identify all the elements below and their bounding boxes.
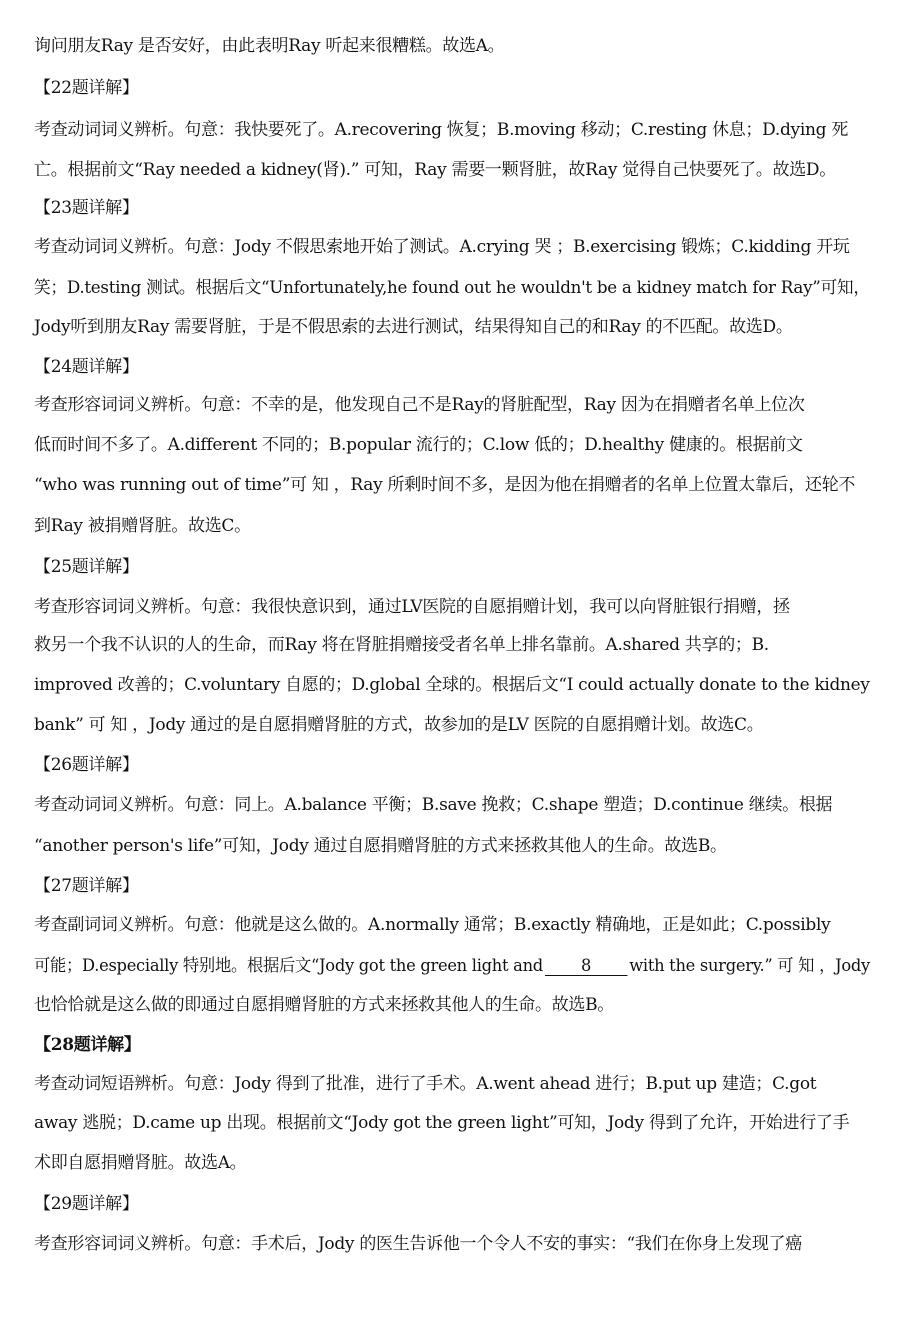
text-line: 也恰恰就是这么做的即通过自愿捐赠肾脏的方式来拯救其他人的生命。故选B。	[34, 995, 614, 1015]
text-line	[34, 954, 870, 978]
text-line: 考查形容词词义辨析。句意：手术后，Jody 的医生告诉他一个令人不安的事实：“我们在你身上发现了癌	[34, 1234, 802, 1254]
text-line: 低而时间不多了。A.different 不同的；B.popular 流行的；C.low 低的；D.healthy 健康的。根据前文	[34, 435, 803, 455]
section-heading-27: 【27题详解】	[34, 876, 139, 896]
text-line: 考查动词短语辨析。句意：Jody 得到了批准，进行了手术。A.went ahead 进行；B.put up 建造；C.got	[34, 1074, 817, 1094]
text-line: 考查动词词义辨析。句意：同上。A.balance 平衡；B.save 挽救；C.shape 塑造；D.continue 继续。根据	[34, 795, 833, 815]
text-line: away 逃脱；D.came up 出现。根据前文“Jody got the green light”可知，Jody 得到了允许，开始进行了手	[34, 1113, 850, 1133]
text-line: 考查动词词义辨析。句意：我快要死了。A.recovering 恢复；B.moving 移动；C.resting 休息；D.dying 死	[34, 120, 849, 140]
section-heading-22: 【22题详解】	[34, 78, 139, 98]
text-line: 询问朋友Ray 是否安好，由此表明Ray 听起来很糟糕。故选A。	[34, 36, 505, 56]
section-heading-25: 【25题详解】	[34, 557, 139, 577]
text-line: “who was running out of time”可 知 ，Ray 所剩时间不多，是因为他在捐赠者的名单上位置太靠后，还轮不	[34, 475, 856, 495]
section-heading-24: 【24题详解】	[34, 357, 139, 377]
section-heading-26: 【26题详解】	[34, 755, 139, 775]
text-line: “another person's life”可知，Jody 通过自愿捐赠肾脏的方式来拯救其他人的生命。故选B。	[34, 836, 727, 856]
text-after-blank: with the surgery.” 可 知 ，Jody	[629, 956, 870, 976]
text-line: 考查形容词词义辨析。句意：不幸的是，他发现自己不是Ray的肾脏配型，Ray 因为在捐赠者名单上位次	[34, 395, 805, 415]
text-line: 到Ray 被捐赠肾脏。故选C。	[34, 516, 251, 536]
answer-blank: 8	[545, 957, 627, 976]
text-line: 考查动词词义辨析。句意：Jody 不假思索地开始了测试。A.crying 哭 ；B.exercising 锻炼；C.kidding 开玩	[34, 237, 850, 257]
text-line: 术即自愿捐赠肾脏。故选A。	[34, 1153, 247, 1173]
text-line: 亡。根据前文“Ray needed a kidney(肾).” 可知，Ray 需要一颗肾脏，故Ray 觉得自己快要死了。故选D。	[34, 160, 836, 180]
text-line: improved 改善的；C.voluntary 自愿的；D.global 全球的。根据后文“I could actually donate to the kidney	[34, 675, 870, 695]
text-before-blank: 可能；D.especially 特别地。根据后文“Jody got the green light and	[34, 956, 543, 976]
text-line: 考查形容词词义辨析。句意：我很快意识到，通过LV医院的自愿捐赠计划，我可以向肾脏银行捐赠，拯	[34, 597, 790, 617]
section-heading-28: 【28题详解】	[34, 1035, 141, 1055]
text-line: 救另一个我不认识的人的生命，而Ray 将在肾脏捐赠接受者名单上排名靠前。A.shared 共享的；B.	[34, 635, 769, 655]
text-line: 考查副词词义辨析。句意：他就是这么做的。A.normally 通常；B.exactly 精确地，正是如此；C.possibly	[34, 915, 831, 935]
text-line: Jody听到朋友Ray 需要肾脏，于是不假思索的去进行测试，结果得知自己的和Ray 的不匹配。故选D。	[34, 317, 793, 337]
text-line: bank” 可 知 ，Jody 通过的是自愿捐赠肾脏的方式，故参加的是LV 医院的自愿捐赠计划。故选C。	[34, 715, 764, 735]
section-heading-29: 【29题详解】	[34, 1194, 139, 1214]
text-line: 笑；D.testing 测试。根据后文“Unfortunately,he found out he wouldn't be a kidney match for Ray”可知，	[34, 278, 870, 298]
section-heading-23: 【23题详解】	[34, 198, 139, 218]
